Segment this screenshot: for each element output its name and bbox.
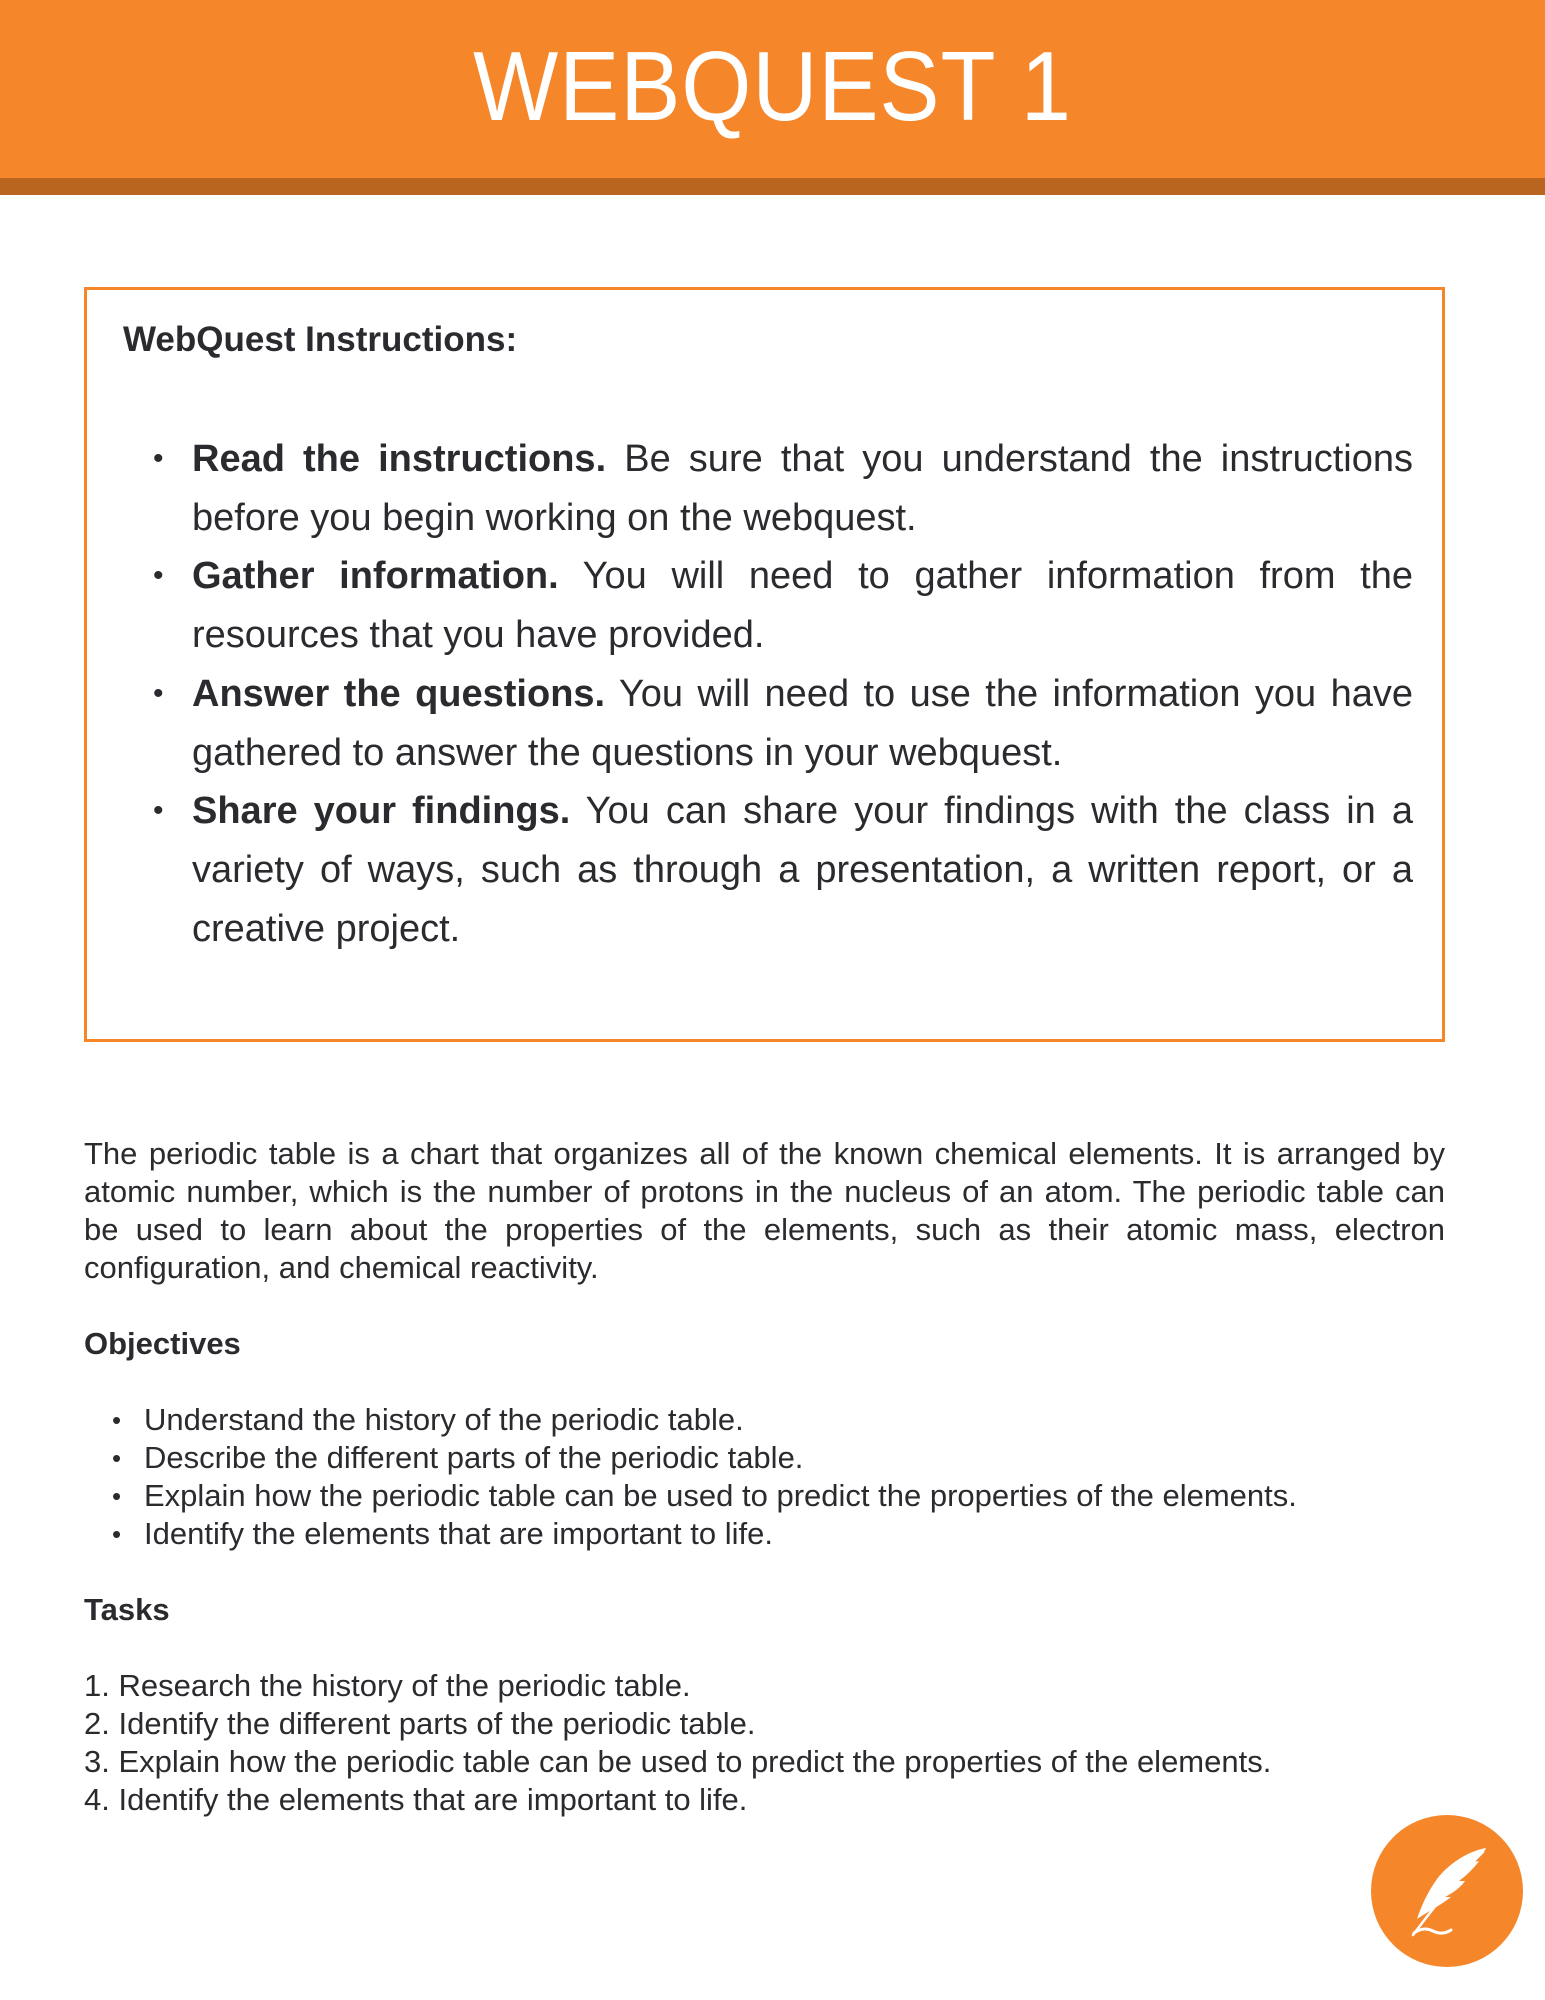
instruction-item-answer: [153, 665, 1413, 782]
tasks-list: [84, 1667, 1445, 1819]
objective-item: [84, 1439, 1445, 1477]
bullet-icon: •: [112, 1519, 122, 1549]
task-item: 4. Identify the elements that are important to life.: [84, 1782, 748, 1817]
instruction-item-share: [153, 782, 1413, 958]
instruction-item-read: [153, 430, 1413, 547]
bullet-icon: •: [153, 442, 164, 475]
task-item: 3. Explain how the periodic table can be used to predict the properties of the elements.: [84, 1744, 1272, 1779]
task-item: 2. Identify the different parts of the periodic table.: [84, 1706, 756, 1741]
bullet-icon: •: [153, 794, 164, 828]
logo-badge: [1371, 1815, 1523, 1967]
intro-paragraph: The periodic table is a chart that organizes all of the known chemical elements. It is arranged by atomic number, which is the number of protons in the nucleus of an atom. The periodic table can be used to learn about the properties of the elements, such as their atomic mass, electron configuration, and chemical reactivity.: [84, 1136, 1445, 1285]
bullet-icon: •: [153, 676, 164, 710]
bullet-icon: •: [112, 1405, 122, 1435]
instruction-text: You will need to use the information you have gathered to answer the questions in your webquest.: [192, 672, 1413, 774]
objective-item: [84, 1515, 1445, 1553]
header-divider-strip: [0, 178, 1545, 195]
tasks-heading: Tasks: [84, 1592, 170, 1627]
objective-text: Understand the history of the periodic table.: [144, 1402, 744, 1437]
objective-text: Identify the elements that are important to life.: [144, 1516, 773, 1551]
instructions-box: [84, 287, 1445, 1042]
bullet-icon: •: [153, 559, 164, 593]
instruction-item-gather: [153, 547, 1413, 664]
instruction-text: You will need to gather information from the resources that you have provided.: [192, 555, 1413, 657]
objective-text: Describe the different parts of the periodic table.: [144, 1440, 804, 1475]
task-item: 1. Research the history of the periodic table.: [84, 1668, 691, 1703]
instruction-label: Answer the questions.: [192, 672, 606, 715]
instruction-label: Gather information.: [192, 555, 559, 598]
instruction-label: Read the instructions.: [192, 438, 607, 480]
instruction-text: You can share your findings with the class in a variety of ways, such as through a presentation, a written report, or a creative project.: [192, 790, 1413, 950]
instructions-list: [153, 430, 1413, 958]
instruction-label: Share your findings.: [192, 790, 571, 833]
body-section: [84, 1135, 1445, 1819]
bullet-icon: •: [112, 1443, 122, 1473]
objective-item: [84, 1477, 1445, 1515]
bullet-icon: •: [112, 1481, 122, 1511]
feather-quill-icon: [1371, 1815, 1523, 1967]
objective-text: Explain how the periodic table can be used to predict the properties of the elements.: [144, 1478, 1297, 1513]
instruction-text: Be sure that you understand the instructions before you begin working on the webquest.: [192, 438, 1414, 539]
instructions-title: WebQuest Instructions:: [123, 320, 518, 359]
objective-item: [84, 1401, 1445, 1439]
objectives-heading: Objectives: [84, 1326, 241, 1361]
objectives-list: [84, 1401, 1445, 1553]
page-title: WEBQUEST 1: [473, 30, 1072, 141]
